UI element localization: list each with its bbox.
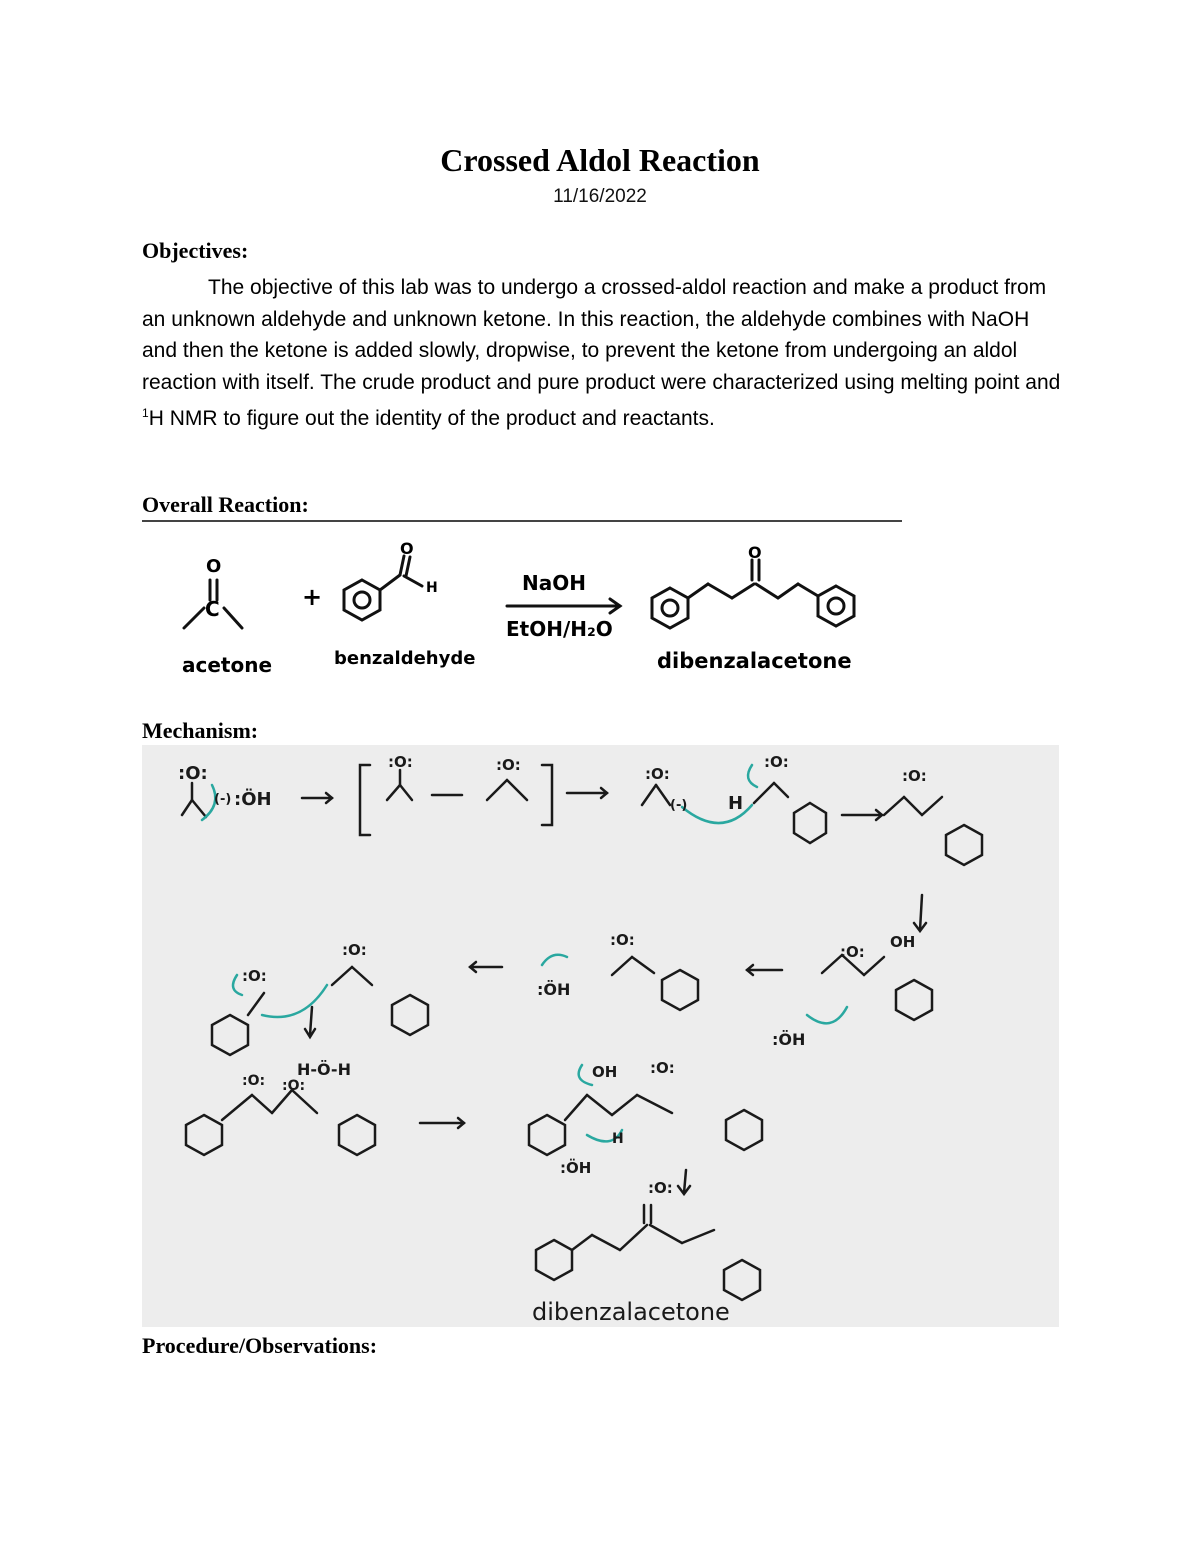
acetone-c-label: C — [205, 597, 220, 621]
mech-oxygen-1: :O: — [178, 763, 208, 784]
dibenzalacetone-label: dibenzalacetone — [657, 649, 852, 673]
product-o-label: O — [748, 543, 762, 562]
mech-hydroxide-3: :ÖH — [537, 980, 571, 999]
mech-neg-1: (-) — [214, 792, 232, 807]
mech-hydroxide-2: :ÖH — [772, 1030, 806, 1049]
overall-reaction-heading: Overall Reaction: — [142, 492, 309, 517]
mechanism-heading: Mechanism: — [142, 718, 259, 743]
mech-oxygen-10: :O: — [342, 941, 367, 959]
mech-oxygen-14: :O: — [648, 1179, 673, 1197]
heading-underline — [142, 520, 902, 522]
mech-oxygen-9: :O: — [242, 967, 267, 985]
mechanism-drawing — [142, 745, 1059, 1327]
mech-oxygen-12: :O: — [282, 1078, 306, 1094]
objectives-heading: Objectives: — [142, 238, 249, 263]
mech-hydroxide-1: :ÖH — [234, 789, 272, 810]
mech-oxygen-3: :O: — [496, 756, 521, 774]
acetone-label: acetone — [182, 653, 273, 677]
page-title: Crossed Aldol Reaction — [440, 142, 760, 178]
mech-hydrogen-2: H — [612, 1131, 624, 1147]
objectives-text-end: H NMR to figure out the identity of the product and reactants. — [148, 407, 715, 430]
mechanism-product-label: dibenzalacetone — [532, 1298, 730, 1326]
dibenzalacetone-structure — [652, 560, 854, 628]
benzaldehyde-label: benzaldehyde — [334, 648, 476, 669]
mech-neg-2: (-) — [670, 798, 688, 813]
mech-oxygen-5: :O: — [764, 753, 789, 771]
mech-oh-1: OH — [890, 933, 916, 951]
mech-oxygen-8: :O: — [610, 931, 635, 949]
date: 11/16/2022 — [553, 186, 647, 207]
mech-water: H-Ö-H — [297, 1060, 351, 1079]
objectives-text: The objective of this lab was to undergo a crossed-aldol reaction and make a product from an unknown aldehyde and unknown ketone. In this reaction, the aldehyde combines with NaOH and then the ketone is added slowly, dropwise, to prevent the ketone from undergoing an aldol reaction with itself. The crude product and pure product were characterized using melting point and — [142, 276, 1061, 394]
mech-oxygen-2: :O: — [388, 753, 413, 771]
benzaldehyde-h-label: H — [426, 580, 438, 596]
overall-reaction-image — [142, 520, 902, 690]
mech-oxygen-11: :O: — [242, 1073, 266, 1089]
reagent-top: NaOH — [522, 571, 586, 595]
mech-oh-2: OH — [592, 1063, 618, 1081]
mechanism-photo — [142, 745, 1059, 1327]
nmr-superscript: 1 — [142, 406, 149, 420]
mech-oxygen-7: :O: — [840, 943, 865, 961]
plus-sign: + — [302, 583, 323, 611]
benzaldehyde-structure — [344, 556, 422, 620]
mech-oxygen-4: :O: — [645, 765, 670, 783]
benzaldehyde-o-label: O — [400, 539, 414, 558]
mech-hydrogen-1: H — [728, 793, 744, 814]
mech-oxygen-13: :O: — [650, 1059, 675, 1077]
mech-oxygen-6: :O: — [902, 767, 927, 785]
objectives-paragraph — [142, 272, 1062, 435]
reagent-bottom: EtOH/H₂O — [506, 617, 613, 641]
mech-hydroxide-4: :ÖH — [560, 1159, 592, 1177]
acetone-o-label: O — [206, 556, 222, 577]
procedure-heading: Procedure/Observations: — [142, 1333, 378, 1358]
overall-reaction-scheme — [142, 520, 902, 690]
